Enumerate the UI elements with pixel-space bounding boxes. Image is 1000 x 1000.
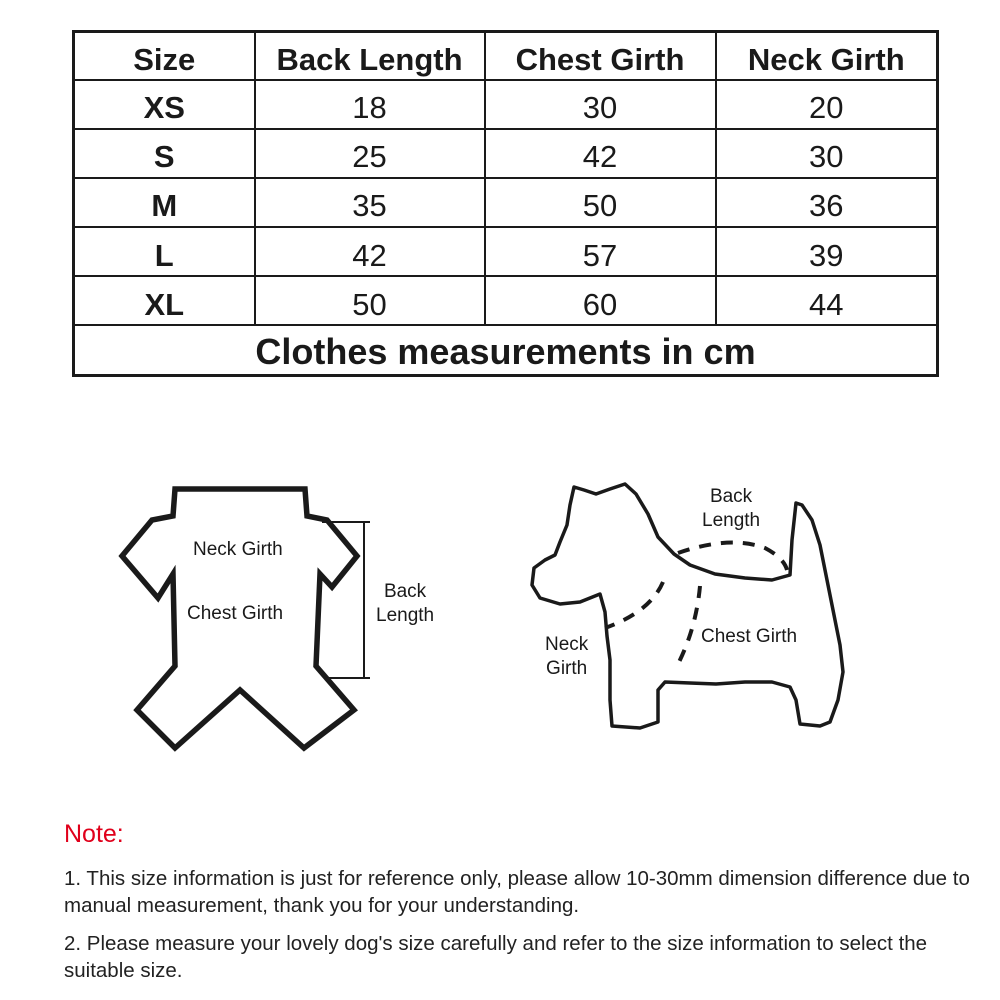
header-size: Size (74, 32, 255, 80)
neck-girth-cell: 44 (716, 276, 938, 325)
dog-neck-girth-dashes (605, 582, 663, 628)
table-footer-row (74, 325, 938, 375)
dog-back-label-line2: Length (702, 510, 761, 531)
clothes-back-label-line2: Length (376, 605, 435, 626)
table-footer-caption: Clothes measurements in cm (74, 325, 938, 375)
back-length-cell: 35 (255, 178, 485, 227)
chest-girth-cell: 60 (485, 276, 716, 325)
note-item: 1. This size information is just for reference only, please allow 10-30mm dimension difference due to manual measurement, thank you for your understanding. (64, 867, 970, 917)
dog-neck-girth-label (545, 633, 588, 681)
header-neck-girth: Neck Girth (716, 32, 938, 80)
back-length-cell: 50 (255, 276, 485, 325)
dog-outline-diagram (520, 470, 860, 740)
dog-back-label-line1: Back (709, 486, 753, 507)
dog-chest-girth-label: Chest Girth (701, 626, 798, 647)
clothes-back-label-line1: Back (383, 581, 427, 602)
header-back-length: Back Length (255, 32, 485, 80)
clothes-neck-girth-label: Neck Girth (193, 539, 283, 560)
neck-girth-cell: 20 (716, 80, 938, 129)
back-length-cell: 25 (255, 129, 485, 178)
dog-dashed-measure-lines (605, 543, 787, 668)
table-row (74, 178, 938, 227)
table-row (74, 276, 938, 325)
neck-girth-cell: 36 (716, 178, 938, 227)
dog-neck-label-line1: Neck (545, 634, 589, 655)
dog-neck-label-line2: Girth (546, 658, 588, 679)
neck-girth-cell: 30 (716, 129, 938, 178)
size-cell: M (74, 178, 255, 227)
chest-girth-cell: 50 (485, 178, 716, 227)
dog-back-length-label (702, 485, 760, 533)
header-chest-girth: Chest Girth (485, 32, 716, 80)
size-cell: S (74, 129, 255, 178)
neck-girth-cell: 39 (716, 227, 938, 276)
chest-girth-cell: 30 (485, 80, 716, 129)
chest-girth-cell: 57 (485, 227, 716, 276)
dog-chest-girth-dashes (676, 586, 700, 668)
back-length-cell: 18 (255, 80, 485, 129)
clothes-chest-girth-label: Chest Girth (187, 603, 284, 624)
table-header-row (74, 32, 938, 80)
back-length-cell: 42 (255, 227, 485, 276)
table-row (74, 227, 938, 276)
size-chart-table (72, 30, 939, 377)
chest-girth-cell: 42 (485, 129, 716, 178)
note-title: Note: (64, 820, 124, 848)
size-cell: XS (74, 80, 255, 129)
note-item: 2. Please measure your lovely dog's size carefully and refer to the size information to select the suitable size. (64, 932, 928, 982)
table-row (74, 80, 938, 129)
size-cell: XL (74, 276, 255, 325)
table-row (74, 129, 938, 178)
clothes-back-length-label (376, 580, 434, 628)
size-cell: L (74, 227, 255, 276)
dog-silhouette-shape (532, 484, 843, 728)
